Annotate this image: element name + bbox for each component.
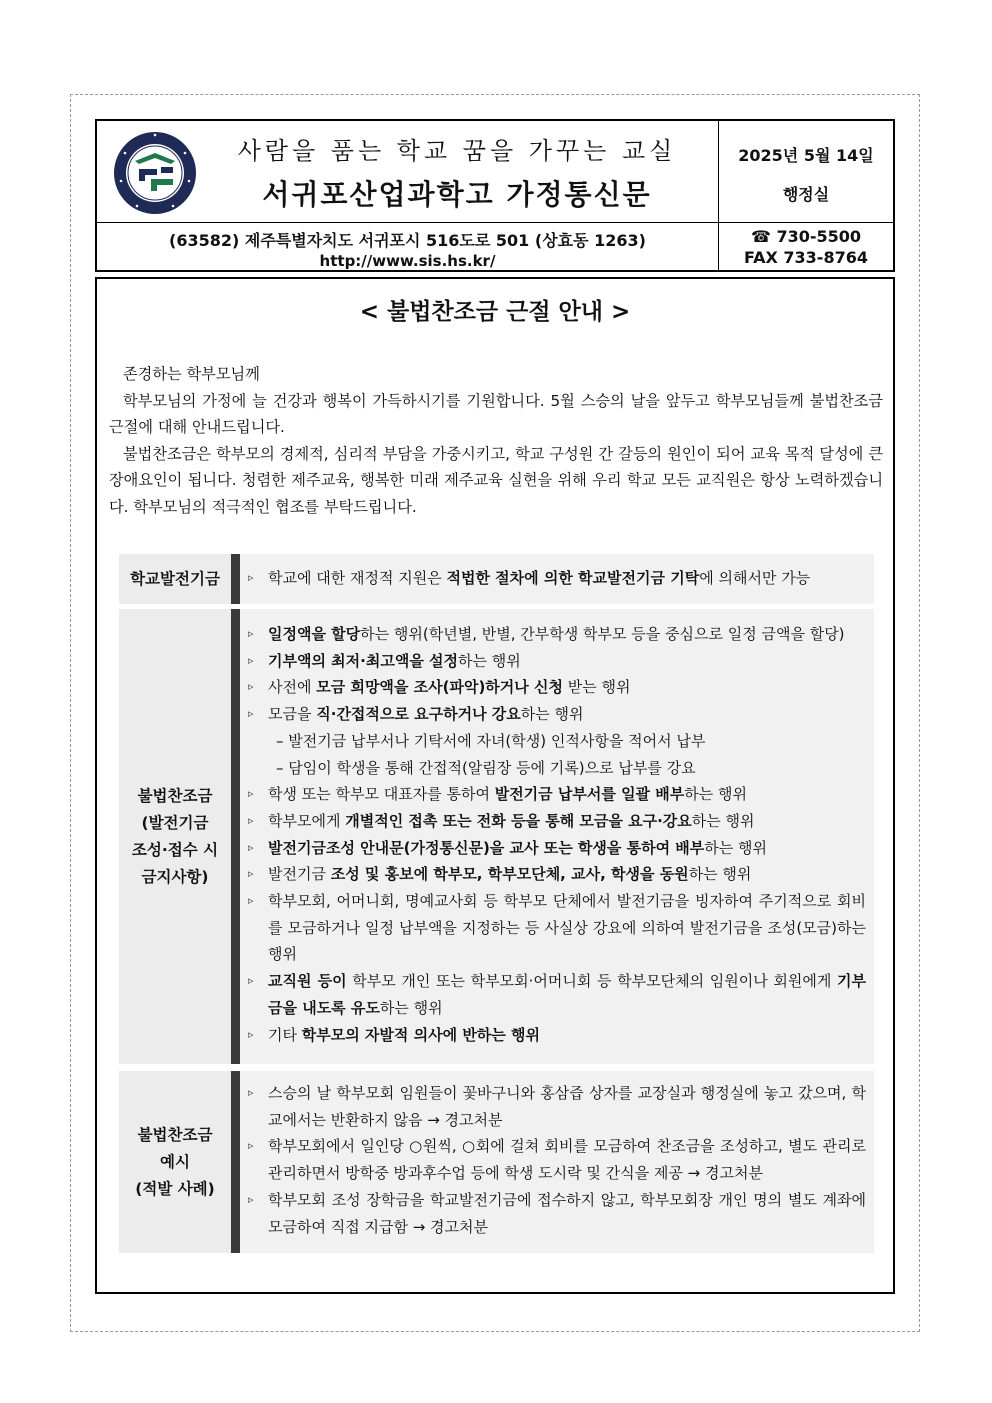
section-divider-bar [231, 554, 240, 604]
list-item: ▹ 사전에 모금 희망액을 조사(파악)하거나 신청 받는 행위 [248, 674, 866, 701]
list-item: ▹ 학생 또는 학부모 대표자를 통하여 발전기금 납부서를 일괄 배부하는 행위 [248, 781, 866, 808]
issue-date: 2025년 5월 14일 [738, 146, 874, 165]
bullet-marker-icon: ▹ [248, 974, 254, 988]
section-content [240, 1071, 874, 1253]
school-logo-icon [113, 131, 197, 215]
intro-paragraph-2: 불법찬조금은 학부모의 경제적, 심리적 부담을 가중시키고, 학교 구성원 간 갈등의 원인이 되어 교육 목적 달성에 큰 장애요인이 됩니다. 청렴한 제주교육, 행복한 미래 제주교육 실현을 위해 우리 학교 모든 교직원은 항상 노력하겠습니다. 학부모님의 적극적인 협조를 부탁드립니다. [109, 444, 883, 516]
bullet-marker-icon: ▹ [248, 1086, 254, 1099]
list-item: ▹ 학부모에게 개별적인 접촉 또는 전화 등을 통해 모금을 요구·강요하는 행위 [248, 808, 866, 835]
bullet-marker-icon: ▹ [248, 894, 254, 908]
list-item: ▹ 학부모회에서 일인당 ○원씩, ○회에 걸쳐 회비를 모금하여 찬조금을 조성하고, 별도 관리로 관리하면서 방학중 방과후수업 등에 학생 도시락 및 간식을 제공 → 경고처분 [248, 1133, 866, 1186]
issuing-department: 행정실 [782, 185, 830, 204]
notice-body [95, 277, 895, 1294]
bullet-marker-icon: ▹ [248, 680, 254, 694]
bullet-marker-icon: ▹ [248, 627, 254, 640]
sub-item: – 발전기금 납부서나 기탁서에 자녀(학생) 인적사항을 적어서 납부 [276, 731, 706, 750]
intro-text [109, 361, 883, 520]
section-divider-bar [231, 609, 240, 1064]
list-item: ▹ 발전기금 조성 및 홍보에 학부모, 학부모단체, 교사, 학생을 동원하는 행위 [248, 861, 866, 888]
section-content [240, 609, 874, 1064]
phone-number: ☎ 730-5500 [750, 227, 862, 246]
section-examples [119, 1071, 874, 1253]
bullet-marker-icon: ▹ [248, 787, 254, 801]
bullet-marker-icon: ▹ [248, 867, 254, 881]
list-item: ▹ 일정액을 할당하는 행위(학년별, 반별, 간부학생 학부모 등을 중심으로 일정 금액을 할당) [248, 621, 866, 648]
list-item: ▹ 기타 학부모의 자발적 의사에 반하는 행위 [248, 1022, 866, 1049]
list-item: ▹ 스승의 날 학부모회 임원들이 꽃바구니와 홍삼즙 상자를 교장실과 행정실에 놓고 갔으며, 학교에서는 반환하지 않음 → 경고처분 [248, 1080, 866, 1133]
newsletter-header [95, 119, 895, 272]
bullet-marker-icon: ▹ [248, 653, 254, 667]
bullet-marker-icon: ▹ [248, 571, 254, 584]
bullet-marker-icon: ▹ [248, 813, 254, 827]
school-address: (63582) 제주특별자치도 서귀포시 516도로 501 (상효동 1263) [169, 231, 646, 250]
fax-number: FAX 733-8764 [744, 248, 868, 267]
section-content [240, 554, 874, 604]
header-address-cell [97, 223, 719, 272]
school-url-link[interactable]: http://www.sis.hs.kr/ [319, 252, 496, 270]
newsletter-title: 서귀포산업과학고 가정통신문 [262, 178, 652, 211]
bullet-marker-icon: ▹ [248, 707, 254, 721]
bullet-marker-icon: ▹ [248, 1027, 254, 1041]
header-title-cell [97, 121, 719, 223]
list-item: ▹ 교직원 등이 학부모 개인 또는 학부모회·어머니회 등 학부모단체의 임원이나 회원에게 기부금을 내도록 유도하는 행위 [248, 968, 866, 1021]
section-school-fund [119, 554, 874, 604]
sub-item: – 담임이 학생을 통해 간접적(알림장 등에 기록)으로 납부를 강요 [276, 758, 696, 777]
bullet-marker-icon: ▹ [248, 1139, 254, 1153]
section-divider-bar [231, 1071, 240, 1253]
list-item: ▹ 기부액의 최저·최고액을 설정하는 행위 [248, 648, 866, 675]
header-contact-cell [719, 223, 893, 272]
list-item: ▹ 학부모회 조성 장학금을 학교발전기금에 접수하지 않고, 학부모회장 개인 명의 별도 계좌에 모금하여 직접 지급함 → 경고처분 [248, 1187, 866, 1240]
bullet-marker-icon: ▹ [248, 1192, 254, 1206]
section-prohibited-acts [119, 609, 874, 1064]
intro-paragraph-1: 학부모님의 가정에 늘 건강과 행복이 가득하시기를 기원합니다. 5월 스승의 날을 앞두고 학부모님들께 불법찬조금 근절에 대해 안내드립니다. [109, 391, 883, 436]
notice-title: < 불법찬조금 근절 안내 > [359, 299, 631, 325]
school-slogan: 사람을 품는 학교 꿈을 가꾸는 교실 [237, 137, 677, 165]
section-label: 불법찬조금 (발전기금 조성·접수 시 금지사항) [131, 786, 219, 886]
list-item: ▹ 학교에 대한 재정적 지원은 적법한 절차에 의한 학교발전기금 기탁에 의해서만 가능 [248, 565, 866, 592]
greeting: 존경하는 학부모님께 [123, 365, 260, 383]
header-date-cell [719, 121, 893, 223]
list-item: ▹ 모금을 직·간접적으로 요구하거나 강요하는 행위 [248, 701, 866, 728]
section-label: 학교발전기금 [130, 569, 220, 588]
list-item: ▹ 학부모회, 어머니회, 명예교사회 등 학부모 단체에서 발전기금을 빙자하여 주기적으로 회비를 모금하거나 일정 납부액을 지정하는 등 사실상 강요에 의하여 발전기금을 조성(모금)하는 행위 [248, 888, 866, 968]
list-item: ▹ 발전기금조성 안내문(가정통신문)을 교사 또는 학생을 통하여 배부하는 행위 [248, 835, 866, 862]
bullet-marker-icon: ▹ [248, 840, 254, 854]
section-label: 불법찬조금 예시 (적발 사례) [135, 1125, 215, 1198]
